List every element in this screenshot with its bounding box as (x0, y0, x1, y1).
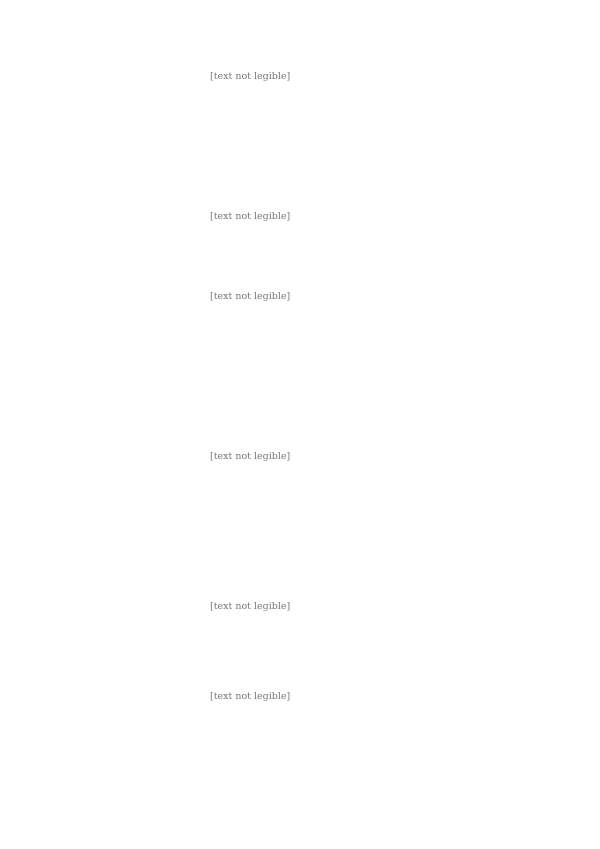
minutes-entry (60, 690, 560, 703)
minutes-entry (60, 450, 560, 463)
entry-text: [text not legible] (210, 691, 291, 702)
minutes-entry (60, 70, 560, 83)
entry-text: [text not legible] (210, 211, 291, 222)
minutes-entry (60, 290, 560, 303)
minutes-entry (60, 210, 560, 223)
entry-text: [text not legible] (210, 71, 291, 82)
entry-text: [text not legible] (210, 451, 291, 462)
entry-text: [text not legible] (210, 601, 291, 612)
minutes-entry (60, 600, 560, 613)
entry-text: [text not legible] (210, 291, 291, 302)
